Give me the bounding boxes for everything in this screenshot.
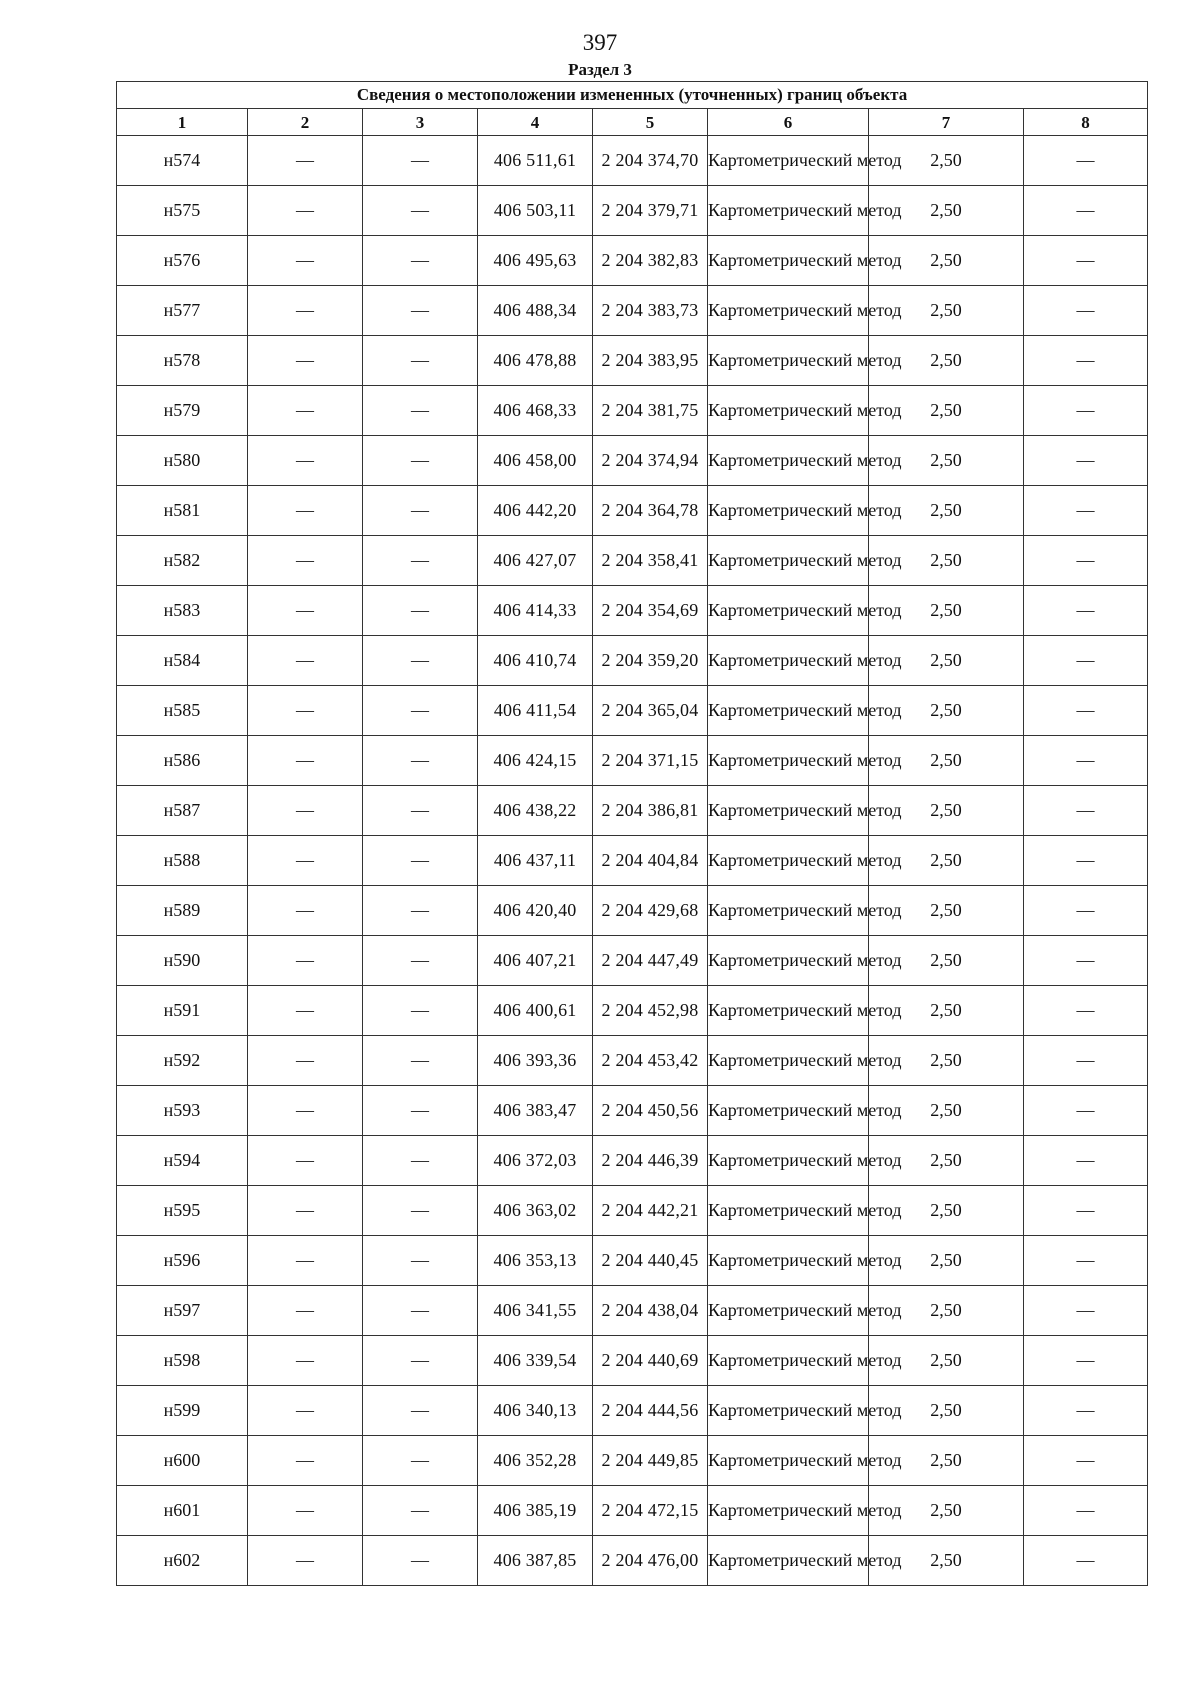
method-cell: Картометрический метод — [708, 786, 869, 836]
accuracy-cell: 2,50 — [869, 1336, 1024, 1386]
point-cell: н597 — [117, 1286, 248, 1336]
column-2-cell: — — [248, 586, 363, 636]
y-coordinate-cell: 2 204 382,83 — [593, 236, 708, 286]
column-number-5: 5 — [593, 109, 708, 136]
y-coordinate-cell: 2 204 379,71 — [593, 186, 708, 236]
y-coordinate-cell: 2 204 447,49 — [593, 936, 708, 986]
accuracy-cell: 2,50 — [869, 1436, 1024, 1486]
table-row — [117, 1036, 1148, 1086]
table-row — [117, 436, 1148, 486]
method-cell: Картометрический метод — [708, 1536, 869, 1586]
column-3-cell: — — [363, 586, 478, 636]
accuracy-cell: 2,50 — [869, 186, 1024, 236]
accuracy-cell: 2,50 — [869, 886, 1024, 936]
x-coordinate-cell: 406 387,85 — [478, 1536, 593, 1586]
column-2-cell: — — [248, 1486, 363, 1536]
table-row — [117, 1536, 1148, 1586]
x-coordinate-cell: 406 363,02 — [478, 1186, 593, 1236]
y-coordinate-cell: 2 204 383,95 — [593, 336, 708, 386]
method-cell: Картометрический метод — [708, 836, 869, 886]
y-coordinate-cell: 2 204 374,70 — [593, 136, 708, 186]
accuracy-cell: 2,50 — [869, 536, 1024, 586]
x-coordinate-cell: 406 372,03 — [478, 1136, 593, 1186]
column-3-cell: — — [363, 936, 478, 986]
table-body — [117, 136, 1148, 1586]
column-8-cell: — — [1024, 1436, 1148, 1486]
x-coordinate-cell: 406 438,22 — [478, 786, 593, 836]
accuracy-cell: 2,50 — [869, 336, 1024, 386]
column-2-cell: — — [248, 236, 363, 286]
y-coordinate-cell: 2 204 440,45 — [593, 1236, 708, 1286]
column-2-cell: — — [248, 536, 363, 586]
column-8-cell: — — [1024, 1486, 1148, 1536]
method-cell: Картометрический метод — [708, 1436, 869, 1486]
table-row — [117, 1436, 1148, 1486]
y-coordinate-cell: 2 204 359,20 — [593, 636, 708, 686]
method-cell: Картометрический метод — [708, 436, 869, 486]
table-row — [117, 1136, 1148, 1186]
x-coordinate-cell: 406 424,15 — [478, 736, 593, 786]
column-3-cell: — — [363, 1086, 478, 1136]
point-cell: н600 — [117, 1436, 248, 1486]
column-2-cell: — — [248, 286, 363, 336]
x-coordinate-cell: 406 340,13 — [478, 1386, 593, 1436]
column-8-cell: — — [1024, 836, 1148, 886]
point-cell: н585 — [117, 686, 248, 736]
table-row — [117, 836, 1148, 886]
column-3-cell: — — [363, 1436, 478, 1486]
column-2-cell: — — [248, 1436, 363, 1486]
column-8-cell: — — [1024, 986, 1148, 1036]
column-3-cell: — — [363, 1036, 478, 1086]
column-8-cell: — — [1024, 1136, 1148, 1186]
column-2-cell: — — [248, 336, 363, 386]
column-2-cell: — — [248, 186, 363, 236]
point-cell: н594 — [117, 1136, 248, 1186]
y-coordinate-cell: 2 204 446,39 — [593, 1136, 708, 1186]
table-caption: Сведения о местоположении измененных (уточненных) границ объекта — [117, 82, 1148, 109]
point-cell: н601 — [117, 1486, 248, 1536]
x-coordinate-cell: 406 339,54 — [478, 1336, 593, 1386]
column-8-cell: — — [1024, 1286, 1148, 1336]
x-coordinate-cell: 406 503,11 — [478, 186, 593, 236]
y-coordinate-cell: 2 204 404,84 — [593, 836, 708, 886]
x-coordinate-cell: 406 414,33 — [478, 586, 593, 636]
method-cell: Картометрический метод — [708, 1236, 869, 1286]
point-cell: н591 — [117, 986, 248, 1036]
column-8-cell: — — [1024, 586, 1148, 636]
section-title: Раздел 3 — [568, 60, 632, 79]
y-coordinate-cell: 2 204 444,56 — [593, 1386, 708, 1436]
column-3-cell: — — [363, 386, 478, 436]
column-number-2: 2 — [248, 109, 363, 136]
column-3-cell: — — [363, 536, 478, 586]
method-cell: Картометрический метод — [708, 536, 869, 586]
column-3-cell: — — [363, 686, 478, 736]
point-cell: н583 — [117, 586, 248, 636]
accuracy-cell: 2,50 — [869, 1286, 1024, 1336]
y-coordinate-cell: 2 204 476,00 — [593, 1536, 708, 1586]
accuracy-cell: 2,50 — [869, 736, 1024, 786]
method-cell: Картометрический метод — [708, 236, 869, 286]
y-coordinate-cell: 2 204 452,98 — [593, 986, 708, 1036]
y-coordinate-cell: 2 204 381,75 — [593, 386, 708, 436]
point-cell: н598 — [117, 1336, 248, 1386]
column-2-cell: — — [248, 1186, 363, 1236]
column-8-cell: — — [1024, 486, 1148, 536]
y-coordinate-cell: 2 204 429,68 — [593, 886, 708, 936]
table-row — [117, 636, 1148, 686]
table-row — [117, 186, 1148, 236]
column-3-cell: — — [363, 336, 478, 386]
column-3-cell: — — [363, 286, 478, 336]
column-3-cell: — — [363, 186, 478, 236]
x-coordinate-cell: 406 393,36 — [478, 1036, 593, 1086]
y-coordinate-cell: 2 204 453,42 — [593, 1036, 708, 1086]
x-coordinate-cell: 406 385,19 — [478, 1486, 593, 1536]
column-8-cell: — — [1024, 1336, 1148, 1386]
accuracy-cell: 2,50 — [869, 486, 1024, 536]
table-row — [117, 886, 1148, 936]
y-coordinate-cell: 2 204 365,04 — [593, 686, 708, 736]
point-cell: н587 — [117, 786, 248, 836]
x-coordinate-cell: 406 437,11 — [478, 836, 593, 886]
x-coordinate-cell: 406 410,74 — [478, 636, 593, 686]
column-number-8: 8 — [1024, 109, 1148, 136]
accuracy-cell: 2,50 — [869, 236, 1024, 286]
accuracy-cell: 2,50 — [869, 936, 1024, 986]
point-cell: н581 — [117, 486, 248, 536]
column-3-cell: — — [363, 786, 478, 836]
column-8-cell: — — [1024, 536, 1148, 586]
column-numbers-row — [117, 109, 1148, 136]
y-coordinate-cell: 2 204 440,69 — [593, 1336, 708, 1386]
column-8-cell: — — [1024, 286, 1148, 336]
page-number: 397 — [582, 30, 618, 55]
x-coordinate-cell: 406 400,61 — [478, 986, 593, 1036]
point-cell: н595 — [117, 1186, 248, 1236]
table-row — [117, 286, 1148, 336]
method-cell: Картометрический метод — [708, 986, 869, 1036]
point-cell: н576 — [117, 236, 248, 286]
column-2-cell: — — [248, 386, 363, 436]
table-row — [117, 1086, 1148, 1136]
column-3-cell: — — [363, 1386, 478, 1436]
accuracy-cell: 2,50 — [869, 436, 1024, 486]
column-2-cell: — — [248, 1386, 363, 1436]
method-cell: Картометрический метод — [708, 1386, 869, 1436]
method-cell: Картометрический метод — [708, 1286, 869, 1336]
point-cell: н574 — [117, 136, 248, 186]
column-8-cell: — — [1024, 1036, 1148, 1086]
table-row — [117, 686, 1148, 736]
column-3-cell: — — [363, 1486, 478, 1536]
table-row — [117, 336, 1148, 386]
column-8-cell: — — [1024, 686, 1148, 736]
accuracy-cell: 2,50 — [869, 1086, 1024, 1136]
y-coordinate-cell: 2 204 354,69 — [593, 586, 708, 636]
x-coordinate-cell: 406 353,13 — [478, 1236, 593, 1286]
method-cell: Картометрический метод — [708, 336, 869, 386]
column-3-cell: — — [363, 736, 478, 786]
x-coordinate-cell: 406 458,00 — [478, 436, 593, 486]
y-coordinate-cell: 2 204 358,41 — [593, 536, 708, 586]
method-cell: Картометрический метод — [708, 1186, 869, 1236]
method-cell: Картометрический метод — [708, 686, 869, 736]
column-8-cell: — — [1024, 886, 1148, 936]
point-cell: н582 — [117, 536, 248, 586]
column-number-6: 6 — [708, 109, 869, 136]
x-coordinate-cell: 406 442,20 — [478, 486, 593, 536]
accuracy-cell: 2,50 — [869, 1036, 1024, 1086]
x-coordinate-cell: 406 488,34 — [478, 286, 593, 336]
method-cell: Картометрический метод — [708, 936, 869, 986]
column-number-4: 4 — [478, 109, 593, 136]
accuracy-cell: 2,50 — [869, 786, 1024, 836]
y-coordinate-cell: 2 204 386,81 — [593, 786, 708, 836]
column-3-cell: — — [363, 636, 478, 686]
column-3-cell: — — [363, 436, 478, 486]
table-row — [117, 386, 1148, 436]
point-cell: н590 — [117, 936, 248, 986]
column-8-cell: — — [1024, 786, 1148, 836]
table-row — [117, 1386, 1148, 1436]
table-row — [117, 786, 1148, 836]
column-8-cell: — — [1024, 336, 1148, 386]
table-row — [117, 586, 1148, 636]
y-coordinate-cell: 2 204 450,56 — [593, 1086, 708, 1136]
x-coordinate-cell: 406 427,07 — [478, 536, 593, 586]
table-row — [117, 936, 1148, 986]
column-2-cell: — — [248, 1086, 363, 1136]
point-cell: н589 — [117, 886, 248, 936]
method-cell: Картометрический метод — [708, 586, 869, 636]
y-coordinate-cell: 2 204 371,15 — [593, 736, 708, 786]
column-2-cell: — — [248, 786, 363, 836]
method-cell: Картометрический метод — [708, 1036, 869, 1086]
point-cell: н596 — [117, 1236, 248, 1286]
method-cell: Картометрический метод — [708, 386, 869, 436]
method-cell: Картометрический метод — [708, 286, 869, 336]
column-2-cell: — — [248, 986, 363, 1036]
table-row — [117, 1236, 1148, 1286]
y-coordinate-cell: 2 204 449,85 — [593, 1436, 708, 1486]
table-row — [117, 1486, 1148, 1536]
x-coordinate-cell: 406 352,28 — [478, 1436, 593, 1486]
column-2-cell: — — [248, 836, 363, 886]
column-8-cell: — — [1024, 236, 1148, 286]
column-8-cell: — — [1024, 1536, 1148, 1586]
point-cell: н593 — [117, 1086, 248, 1136]
column-2-cell: — — [248, 1036, 363, 1086]
column-2-cell: — — [248, 1236, 363, 1286]
column-2-cell: — — [248, 436, 363, 486]
column-2-cell: — — [248, 1136, 363, 1186]
column-2-cell: — — [248, 736, 363, 786]
accuracy-cell: 2,50 — [869, 286, 1024, 336]
column-2-cell: — — [248, 1336, 363, 1386]
point-cell: н599 — [117, 1386, 248, 1436]
point-cell: н586 — [117, 736, 248, 786]
method-cell: Картометрический метод — [708, 486, 869, 536]
point-cell: н579 — [117, 386, 248, 436]
x-coordinate-cell: 406 407,21 — [478, 936, 593, 986]
column-2-cell: — — [248, 1286, 363, 1336]
point-cell: н588 — [117, 836, 248, 886]
method-cell: Картометрический метод — [708, 1136, 869, 1186]
y-coordinate-cell: 2 204 442,21 — [593, 1186, 708, 1236]
column-2-cell: — — [248, 686, 363, 736]
table-row — [117, 486, 1148, 536]
column-3-cell: — — [363, 1286, 478, 1336]
column-8-cell: — — [1024, 136, 1148, 186]
accuracy-cell: 2,50 — [869, 1536, 1024, 1586]
accuracy-cell: 2,50 — [869, 386, 1024, 436]
point-cell: н602 — [117, 1536, 248, 1586]
column-3-cell: — — [363, 1186, 478, 1236]
x-coordinate-cell: 406 511,61 — [478, 136, 593, 186]
point-cell: н592 — [117, 1036, 248, 1086]
x-coordinate-cell: 406 341,55 — [478, 1286, 593, 1336]
column-8-cell: — — [1024, 1086, 1148, 1136]
method-cell: Картометрический метод — [708, 136, 869, 186]
column-3-cell: — — [363, 1136, 478, 1186]
column-number-3: 3 — [363, 109, 478, 136]
column-2-cell: — — [248, 636, 363, 686]
table-row — [117, 1336, 1148, 1386]
accuracy-cell: 2,50 — [869, 686, 1024, 736]
column-3-cell: — — [363, 886, 478, 936]
point-cell: н575 — [117, 186, 248, 236]
coordinates-table — [116, 81, 1148, 1586]
column-3-cell: — — [363, 486, 478, 536]
column-2-cell: — — [248, 136, 363, 186]
x-coordinate-cell: 406 478,88 — [478, 336, 593, 386]
accuracy-cell: 2,50 — [869, 1236, 1024, 1286]
accuracy-cell: 2,50 — [869, 836, 1024, 886]
table-row — [117, 1286, 1148, 1336]
y-coordinate-cell: 2 204 364,78 — [593, 486, 708, 536]
point-cell: н580 — [117, 436, 248, 486]
column-8-cell: — — [1024, 936, 1148, 986]
method-cell: Картометрический метод — [708, 736, 869, 786]
column-3-cell: — — [363, 1536, 478, 1586]
accuracy-cell: 2,50 — [869, 1136, 1024, 1186]
point-cell: н584 — [117, 636, 248, 686]
x-coordinate-cell: 406 420,40 — [478, 886, 593, 936]
column-2-cell: — — [248, 486, 363, 536]
accuracy-cell: 2,50 — [869, 586, 1024, 636]
column-number-1: 1 — [117, 109, 248, 136]
column-3-cell: — — [363, 1236, 478, 1286]
point-cell: н578 — [117, 336, 248, 386]
column-8-cell: — — [1024, 436, 1148, 486]
column-8-cell: — — [1024, 386, 1148, 436]
method-cell: Картометрический метод — [708, 1086, 869, 1136]
column-number-7: 7 — [869, 109, 1024, 136]
y-coordinate-cell: 2 204 374,94 — [593, 436, 708, 486]
y-coordinate-cell: 2 204 438,04 — [593, 1286, 708, 1336]
x-coordinate-cell: 406 411,54 — [478, 686, 593, 736]
method-cell: Картометрический метод — [708, 1336, 869, 1386]
table-row — [117, 536, 1148, 586]
column-8-cell: — — [1024, 1386, 1148, 1436]
y-coordinate-cell: 2 204 472,15 — [593, 1486, 708, 1536]
column-2-cell: — — [248, 886, 363, 936]
table-row — [117, 736, 1148, 786]
table-row — [117, 1186, 1148, 1236]
x-coordinate-cell: 406 495,63 — [478, 236, 593, 286]
x-coordinate-cell: 406 383,47 — [478, 1086, 593, 1136]
accuracy-cell: 2,50 — [869, 1486, 1024, 1536]
method-cell: Картометрический метод — [708, 1486, 869, 1536]
accuracy-cell: 2,50 — [869, 636, 1024, 686]
table-row — [117, 136, 1148, 186]
table-row — [117, 986, 1148, 1036]
column-8-cell: — — [1024, 636, 1148, 686]
column-2-cell: — — [248, 1536, 363, 1586]
column-3-cell: — — [363, 986, 478, 1036]
table-row — [117, 236, 1148, 286]
x-coordinate-cell: 406 468,33 — [478, 386, 593, 436]
point-cell: н577 — [117, 286, 248, 336]
accuracy-cell: 2,50 — [869, 986, 1024, 1036]
column-3-cell: — — [363, 1336, 478, 1386]
accuracy-cell: 2,50 — [869, 136, 1024, 186]
column-8-cell: — — [1024, 736, 1148, 786]
method-cell: Картометрический метод — [708, 886, 869, 936]
column-3-cell: — — [363, 836, 478, 886]
column-8-cell: — — [1024, 1186, 1148, 1236]
column-8-cell: — — [1024, 186, 1148, 236]
column-2-cell: — — [248, 936, 363, 986]
column-8-cell: — — [1024, 1236, 1148, 1286]
accuracy-cell: 2,50 — [869, 1386, 1024, 1436]
method-cell: Картометрический метод — [708, 636, 869, 686]
accuracy-cell: 2,50 — [869, 1186, 1024, 1236]
y-coordinate-cell: 2 204 383,73 — [593, 286, 708, 336]
method-cell: Картометрический метод — [708, 186, 869, 236]
column-3-cell: — — [363, 136, 478, 186]
column-3-cell: — — [363, 236, 478, 286]
